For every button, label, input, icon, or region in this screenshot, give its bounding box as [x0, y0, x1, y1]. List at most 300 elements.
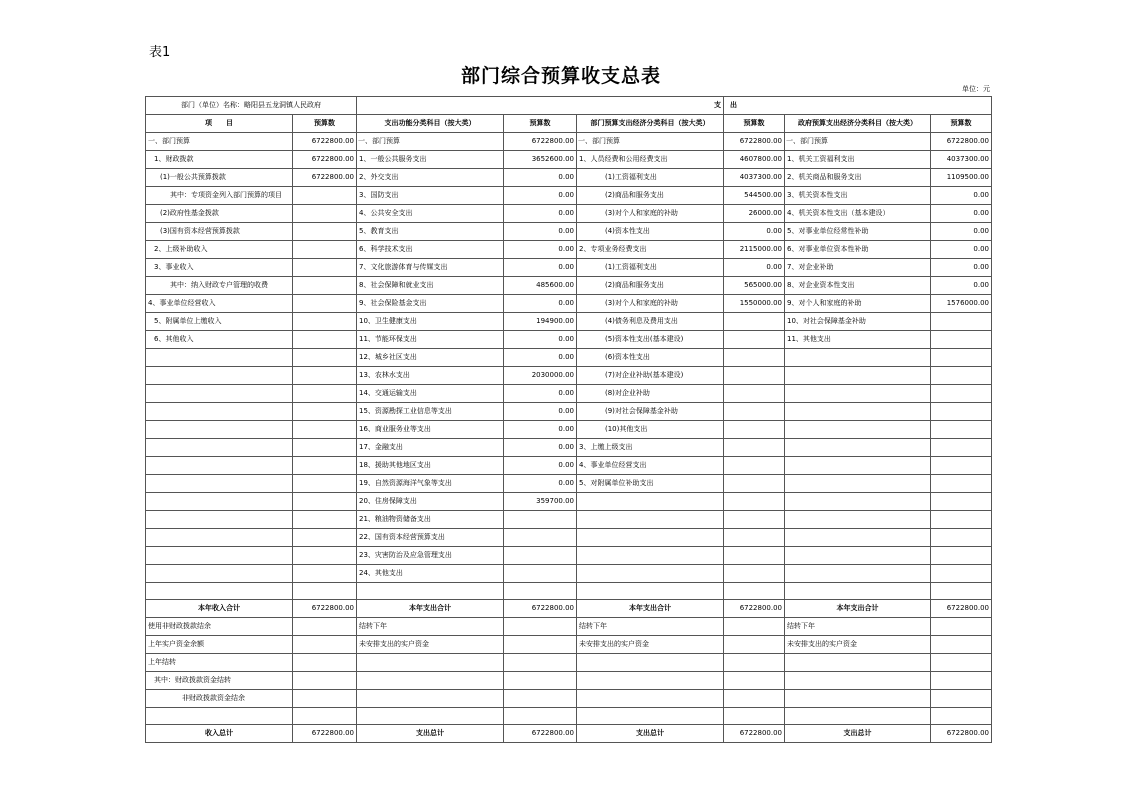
table-cell: 4、公共安全支出 — [357, 205, 504, 223]
table-cell — [931, 511, 992, 529]
table-cell — [785, 403, 931, 421]
table-cell: 0.00 — [931, 277, 992, 295]
table-cell — [724, 708, 785, 725]
table-cell — [931, 457, 992, 475]
table-cell: 支出总计 — [577, 725, 724, 743]
table-cell — [724, 547, 785, 565]
table-cell: 3、机关资本性支出 — [785, 187, 931, 205]
table-cell: 0.00 — [504, 331, 577, 349]
table-cell — [724, 690, 785, 708]
table-cell: 0.00 — [504, 241, 577, 259]
page-title: 部门综合预算收支总表 — [460, 65, 661, 87]
table-cell: 1、一般公共服务支出 — [357, 151, 504, 169]
table-cell: 8、社会保障和就业支出 — [357, 277, 504, 295]
table-cell — [146, 421, 293, 439]
table-cell: (1)工资福利支出 — [577, 169, 724, 187]
table-cell — [931, 349, 992, 367]
table-cell — [931, 547, 992, 565]
table-cell: 6722800.00 — [293, 151, 357, 169]
table-cell — [146, 565, 293, 583]
table-cell: 5、对附属单位补助支出 — [577, 475, 724, 493]
table-row — [146, 636, 992, 654]
table-cell: 26000.00 — [724, 205, 785, 223]
expend-header-left: 支 — [357, 97, 724, 115]
table-cell: 6、其他收入 — [146, 331, 293, 349]
table-cell — [504, 583, 577, 600]
table-cell — [931, 672, 992, 690]
grand-total-row — [146, 725, 992, 743]
table-cell: 0.00 — [931, 223, 992, 241]
table-cell — [293, 295, 357, 313]
table-row — [146, 672, 992, 690]
table-cell: 10、对社会保障基金补助 — [785, 313, 931, 331]
table-cell: 16、商业服务业等支出 — [357, 421, 504, 439]
table-cell — [293, 349, 357, 367]
table-cell — [293, 403, 357, 421]
table-cell: (5)资本性支出(基本建设) — [577, 331, 724, 349]
col-header-budget-3: 预算数 — [724, 115, 785, 133]
table-cell — [724, 457, 785, 475]
table-cell: (2)商品和服务支出 — [577, 277, 724, 295]
table-cell — [146, 385, 293, 403]
table-cell — [577, 708, 724, 725]
table-cell — [293, 457, 357, 475]
table-cell — [146, 367, 293, 385]
table-cell: 0.00 — [504, 349, 577, 367]
table-cell: 结转下年 — [785, 618, 931, 636]
table-cell: 0.00 — [504, 385, 577, 403]
table-cell — [504, 547, 577, 565]
table-cell — [724, 511, 785, 529]
table-cell: (1)工资福利支出 — [577, 259, 724, 277]
table-cell: 4607800.00 — [724, 151, 785, 169]
col-header-item: 项 目 — [146, 115, 293, 133]
table-row — [146, 331, 992, 349]
table-cell — [931, 439, 992, 457]
table-cell — [504, 690, 577, 708]
table-cell: 5、对事业单位经常性补助 — [785, 223, 931, 241]
table-cell — [357, 672, 504, 690]
table-row — [146, 690, 992, 708]
table-cell: 4、事业单位经营支出 — [577, 457, 724, 475]
table-cell — [504, 529, 577, 547]
unit-label: 单位：元 — [962, 85, 990, 93]
table-cell — [293, 367, 357, 385]
table-cell — [357, 708, 504, 725]
table-cell — [357, 583, 504, 600]
table-cell: 其中：纳入财政专户管理的收费 — [146, 277, 293, 295]
table-cell: 3、国防支出 — [357, 187, 504, 205]
table-cell — [931, 618, 992, 636]
table-cell: 支出总计 — [785, 725, 931, 743]
table-cell — [146, 547, 293, 565]
table-cell: (3)国有资本经营预算拨款 — [146, 223, 293, 241]
table-cell — [724, 565, 785, 583]
table-cell — [504, 636, 577, 654]
table-cell: 0.00 — [931, 241, 992, 259]
dept-name-cell: 部门（单位）名称：略阳县五龙洞镇人民政府 — [146, 97, 357, 115]
table-cell: 本年支出合计 — [357, 600, 504, 618]
table-cell: 1550000.00 — [724, 295, 785, 313]
table-cell: 6722800.00 — [293, 600, 357, 618]
table-cell — [577, 565, 724, 583]
table-cell — [293, 618, 357, 636]
table-cell: 结转下年 — [577, 618, 724, 636]
table-cell: 4037300.00 — [931, 151, 992, 169]
table-cell — [931, 421, 992, 439]
table-row — [146, 708, 992, 725]
table-cell: 0.00 — [724, 259, 785, 277]
table-row — [146, 133, 992, 151]
table-cell: 22、国有资本经营预算支出 — [357, 529, 504, 547]
table-cell: 6722800.00 — [724, 133, 785, 151]
table-cell: (9)对社会保障基金补助 — [577, 403, 724, 421]
table-cell: 194900.00 — [504, 313, 577, 331]
table-row — [146, 187, 992, 205]
table-cell: 非财政拨款资金结余 — [146, 690, 293, 708]
table-cell — [146, 493, 293, 511]
table-cell — [577, 547, 724, 565]
table-cell: 4、机关资本性支出（基本建设） — [785, 205, 931, 223]
table-cell: (3)对个人和家庭的补助 — [577, 295, 724, 313]
table-cell — [931, 654, 992, 672]
table-cell — [504, 654, 577, 672]
table-cell — [504, 565, 577, 583]
table-cell: 1109500.00 — [931, 169, 992, 187]
table-cell: 2115000.00 — [724, 241, 785, 259]
table-row — [146, 421, 992, 439]
table-cell: 一、部门预算 — [146, 133, 293, 151]
table-cell: 6722800.00 — [293, 133, 357, 151]
table-cell: 上年结转 — [146, 654, 293, 672]
table-cell — [146, 475, 293, 493]
table-cell: 未安排支出的实户资金 — [357, 636, 504, 654]
table-cell — [146, 403, 293, 421]
table-cell: 6、对事业单位资本性补助 — [785, 241, 931, 259]
table-cell: 0.00 — [931, 187, 992, 205]
table-cell — [293, 654, 357, 672]
table-cell — [577, 583, 724, 600]
table-cell — [931, 529, 992, 547]
table-cell: 本年支出合计 — [577, 600, 724, 618]
table-cell — [293, 672, 357, 690]
col-header-func: 支出功能分类科目（按大类） — [357, 115, 504, 133]
table-cell — [293, 313, 357, 331]
table-cell — [293, 565, 357, 583]
table-row — [146, 403, 992, 421]
table-cell — [724, 529, 785, 547]
table-cell — [293, 475, 357, 493]
table-cell — [146, 457, 293, 475]
table-cell — [785, 511, 931, 529]
table-cell: 0.00 — [504, 259, 577, 277]
table-cell — [504, 618, 577, 636]
table-cell — [785, 439, 931, 457]
table-cell: 未安排支出的实户资金 — [785, 636, 931, 654]
table-cell — [724, 493, 785, 511]
table-cell — [785, 421, 931, 439]
table-cell — [785, 475, 931, 493]
table-row — [146, 547, 992, 565]
table-cell — [931, 636, 992, 654]
table-cell: 359700.00 — [504, 493, 577, 511]
table-cell — [724, 385, 785, 403]
table-cell — [785, 583, 931, 600]
table-cell: (4)债务利息及费用支出 — [577, 313, 724, 331]
table-cell — [785, 385, 931, 403]
table-cell: 485600.00 — [504, 277, 577, 295]
table-cell — [724, 439, 785, 457]
table-cell: (4)资本性支出 — [577, 223, 724, 241]
table-cell: (3)对个人和家庭的补助 — [577, 205, 724, 223]
table-cell: 一、部门预算 — [577, 133, 724, 151]
table-row — [146, 277, 992, 295]
col-header-dept-econ: 部门预算支出经济分类科目（按大类） — [577, 115, 724, 133]
table-cell — [293, 205, 357, 223]
table-row — [146, 654, 992, 672]
table-row — [146, 511, 992, 529]
table-cell — [931, 475, 992, 493]
table-cell: 544500.00 — [724, 187, 785, 205]
header-row-1 — [146, 97, 992, 115]
table-row — [146, 205, 992, 223]
table-cell — [293, 187, 357, 205]
table-cell — [293, 547, 357, 565]
table-cell: 12、城乡社区支出 — [357, 349, 504, 367]
table-cell: (10)其他支出 — [577, 421, 724, 439]
table-cell: 本年收入合计 — [146, 600, 293, 618]
table-cell: 7、文化旅游体育与传媒支出 — [357, 259, 504, 277]
table-cell — [577, 654, 724, 672]
table-cell: 其中：专项资金列入部门预算的项目 — [146, 187, 293, 205]
table-cell: 4、事业单位经营收入 — [146, 295, 293, 313]
table-cell: 0.00 — [931, 259, 992, 277]
col-header-budget-4: 预算数 — [931, 115, 992, 133]
col-header-gov-econ: 政府预算支出经济分类科目（按大类） — [785, 115, 931, 133]
table-cell: 24、其他支出 — [357, 565, 504, 583]
table-cell — [357, 690, 504, 708]
table-cell: 0.00 — [504, 421, 577, 439]
table-cell — [931, 331, 992, 349]
table-cell: 0.00 — [504, 457, 577, 475]
table-cell — [293, 331, 357, 349]
table-cell: 11、节能环保支出 — [357, 331, 504, 349]
table-cell: 3652600.00 — [504, 151, 577, 169]
table-cell: 20、住房保障支出 — [357, 493, 504, 511]
table-cell: 17、金融支出 — [357, 439, 504, 457]
table-cell: 4037300.00 — [724, 169, 785, 187]
table-row — [146, 259, 992, 277]
table-cell — [293, 259, 357, 277]
table-cell — [293, 583, 357, 600]
table-cell — [293, 385, 357, 403]
table-cell: 0.00 — [931, 205, 992, 223]
table-row — [146, 241, 992, 259]
table-cell: 6722800.00 — [504, 133, 577, 151]
table-cell: 0.00 — [504, 439, 577, 457]
table-cell: 本年支出合计 — [785, 600, 931, 618]
table-cell: 15、资源勘探工业信息等支出 — [357, 403, 504, 421]
table-cell — [785, 672, 931, 690]
table-cell: 2、专项业务经费支出 — [577, 241, 724, 259]
table-cell — [504, 672, 577, 690]
table-cell — [931, 493, 992, 511]
table-cell — [785, 457, 931, 475]
table-cell: 3、上缴上级支出 — [577, 439, 724, 457]
table-cell — [724, 475, 785, 493]
table-cell — [293, 529, 357, 547]
table-cell — [293, 439, 357, 457]
table-cell: 未安排支出的实户资金 — [577, 636, 724, 654]
table-cell: 2、外交支出 — [357, 169, 504, 187]
table-cell — [785, 367, 931, 385]
table-cell: 6722800.00 — [504, 725, 577, 743]
col-header-budget-2: 预算数 — [504, 115, 577, 133]
table-cell — [724, 403, 785, 421]
col-header-budget-1: 预算数 — [293, 115, 357, 133]
table-cell — [577, 672, 724, 690]
table-cell: 9、社会保险基金支出 — [357, 295, 504, 313]
table-cell — [146, 529, 293, 547]
table-cell: 0.00 — [504, 187, 577, 205]
table-cell: 21、粮油物资储备支出 — [357, 511, 504, 529]
table-cell: 10、卫生健康支出 — [357, 313, 504, 331]
table-cell — [785, 565, 931, 583]
table-cell — [146, 439, 293, 457]
table-cell: 11、其他支出 — [785, 331, 931, 349]
table-cell: 上年实户资金余额 — [146, 636, 293, 654]
table-cell: 其中：财政拨款资金结转 — [146, 672, 293, 690]
table-cell — [146, 583, 293, 600]
table-cell — [931, 583, 992, 600]
table-cell: 13、农林水支出 — [357, 367, 504, 385]
table-cell — [357, 654, 504, 672]
table-cell — [785, 493, 931, 511]
table-row — [146, 313, 992, 331]
table-cell — [724, 421, 785, 439]
table-cell: 一、部门预算 — [357, 133, 504, 151]
table-cell — [504, 511, 577, 529]
table-cell: 6722800.00 — [724, 600, 785, 618]
table-cell: 0.00 — [724, 223, 785, 241]
table-cell: (2)政府性基金拨款 — [146, 205, 293, 223]
table-row — [146, 439, 992, 457]
table-cell: (1)一般公共预算拨款 — [146, 169, 293, 187]
table-cell — [724, 313, 785, 331]
table-cell: 23、灾害防治及应急管理支出 — [357, 547, 504, 565]
table-cell — [577, 493, 724, 511]
table-cell — [293, 493, 357, 511]
table-cell: 9、对个人和家庭的补助 — [785, 295, 931, 313]
table-cell: 7、对企业补助 — [785, 259, 931, 277]
table-cell — [293, 511, 357, 529]
table-cell — [785, 708, 931, 725]
table-body — [146, 97, 992, 743]
table-row — [146, 457, 992, 475]
table-cell: 18、援助其他地区支出 — [357, 457, 504, 475]
table-number: 表1 — [149, 45, 171, 60]
table-cell — [577, 529, 724, 547]
table-cell — [146, 511, 293, 529]
table-cell — [293, 277, 357, 295]
table-cell: 2030000.00 — [504, 367, 577, 385]
table-cell: 5、教育支出 — [357, 223, 504, 241]
table-row — [146, 223, 992, 241]
table-cell: 565000.00 — [724, 277, 785, 295]
table-cell — [724, 618, 785, 636]
table-cell — [785, 529, 931, 547]
table-cell: 0.00 — [504, 295, 577, 313]
table-cell: (6)资本性支出 — [577, 349, 724, 367]
table-cell — [293, 241, 357, 259]
table-cell — [293, 223, 357, 241]
table-cell: 2、机关商品和服务支出 — [785, 169, 931, 187]
table-cell — [724, 367, 785, 385]
budget-summary-table — [145, 96, 992, 743]
table-cell: 6722800.00 — [931, 600, 992, 618]
table-cell — [931, 313, 992, 331]
table-cell: 6722800.00 — [931, 133, 992, 151]
table-cell — [931, 403, 992, 421]
table-cell — [931, 565, 992, 583]
table-cell — [724, 331, 785, 349]
header-row-2 — [146, 115, 992, 133]
table-cell: 6、科学技术支出 — [357, 241, 504, 259]
table-cell — [293, 421, 357, 439]
table-cell: (8)对企业补助 — [577, 385, 724, 403]
table-cell — [504, 708, 577, 725]
year-total-row — [146, 600, 992, 618]
table-cell — [724, 672, 785, 690]
table-cell: 6722800.00 — [293, 169, 357, 187]
table-cell — [785, 547, 931, 565]
table-cell — [785, 654, 931, 672]
table-row — [146, 583, 992, 600]
table-cell: 1、人员经费和公用经费支出 — [577, 151, 724, 169]
table-row — [146, 367, 992, 385]
table-cell: 8、对企业资本性支出 — [785, 277, 931, 295]
table-cell: 1576000.00 — [931, 295, 992, 313]
table-cell — [146, 708, 293, 725]
table-cell — [724, 636, 785, 654]
table-cell: 0.00 — [504, 205, 577, 223]
table-cell — [931, 367, 992, 385]
table-cell: 0.00 — [504, 169, 577, 187]
table-cell: 6722800.00 — [293, 725, 357, 743]
table-row — [146, 151, 992, 169]
table-cell: 支出总计 — [357, 725, 504, 743]
table-cell: 6722800.00 — [504, 600, 577, 618]
table-cell — [931, 385, 992, 403]
table-cell: 使用非财政拨款结余 — [146, 618, 293, 636]
table-cell — [931, 690, 992, 708]
table-cell: 收入总计 — [146, 725, 293, 743]
table-row — [146, 295, 992, 313]
table-cell — [577, 690, 724, 708]
table-cell: 14、交通运输支出 — [357, 385, 504, 403]
table-row — [146, 618, 992, 636]
table-cell — [146, 349, 293, 367]
table-cell — [785, 349, 931, 367]
table-cell — [724, 583, 785, 600]
table-cell: 1、财政拨款 — [146, 151, 293, 169]
table-row — [146, 493, 992, 511]
table-row — [146, 169, 992, 187]
table-cell: (7)对企业补助(基本建设) — [577, 367, 724, 385]
table-cell — [293, 690, 357, 708]
table-cell: (2)商品和服务支出 — [577, 187, 724, 205]
table-cell: 6722800.00 — [724, 725, 785, 743]
